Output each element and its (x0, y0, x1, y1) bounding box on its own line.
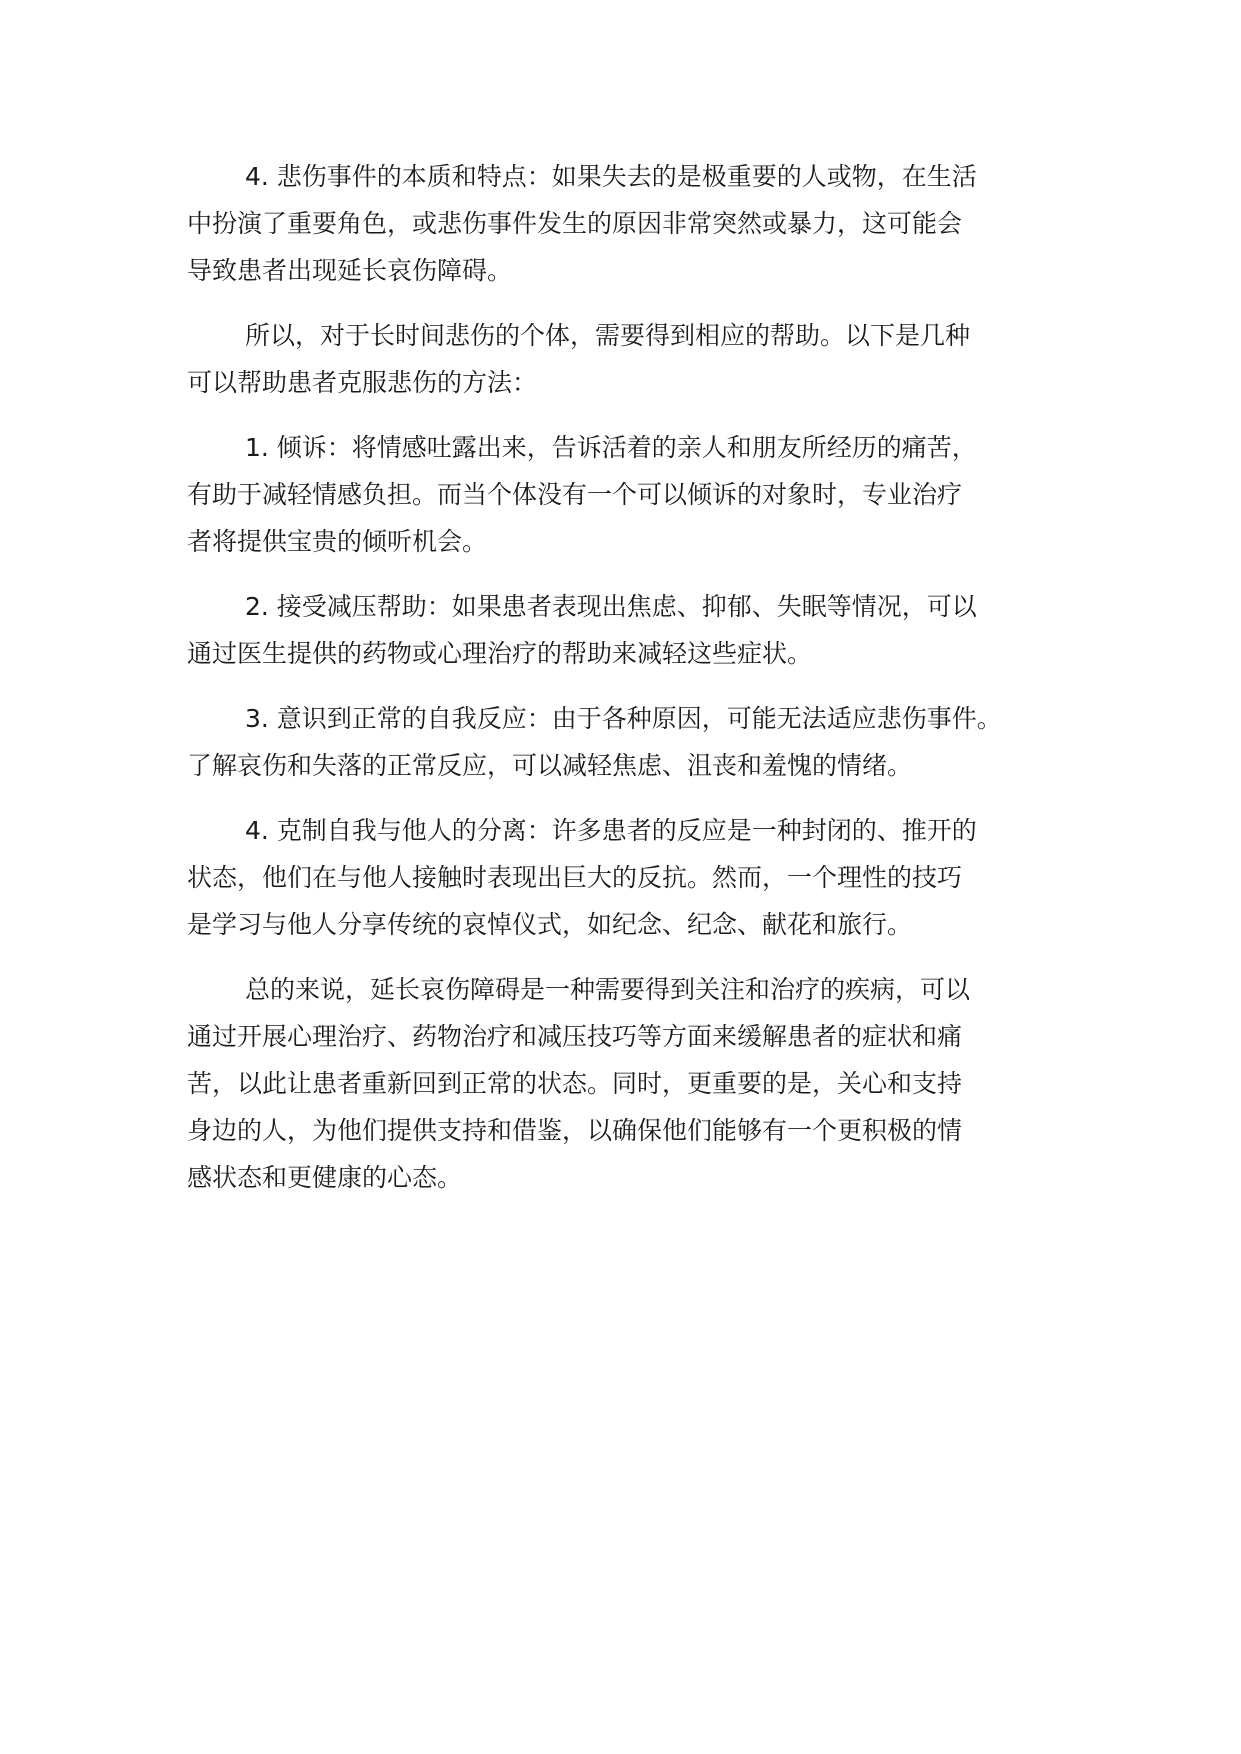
text-line: 者将提供宝贵的倾听机会。 (187, 527, 488, 556)
paragraph-separation (187, 807, 1067, 948)
text-line: 了解哀伤和失落的正常反应，可以减轻焦虑、沮丧和羞愧的情绪。 (187, 751, 913, 780)
text-line: 通过开展心理治疗、药物治疗和减压技巧等方面来缓解患者的症状和痛 (187, 1022, 963, 1051)
paragraph-conclusion (187, 966, 1067, 1201)
text-line: 4. 悲伤事件的本质和特点：如果失去的是极重要的人或物，在生活 (245, 162, 977, 191)
text-line: 总的来说，延长哀伤障碍是一种需要得到关注和治疗的疾病，可以 (245, 975, 971, 1004)
text-line: 1. 倾诉：将情感吐露出来，告诉活着的亲人和朋友所经历的痛苦， (245, 433, 977, 462)
text-line: 是学习与他人分享传统的哀悼仪式，如纪念、纪念、献花和旅行。 (187, 910, 913, 939)
document-body (187, 153, 1067, 1219)
text-line: 状态，他们在与他人接触时表现出巨大的反抗。然而，一个理性的技巧 (187, 863, 963, 892)
text-line: 通过医生提供的药物或心理治疗的帮助来减轻这些症状。 (187, 639, 813, 668)
text-line: 4. 克制自我与他人的分离：许多患者的反应是一种封闭的、推开的 (245, 816, 977, 845)
paragraph-loss-nature (187, 153, 1067, 294)
paragraph-help-intro (187, 312, 1067, 406)
text-line: 中扮演了重要角色，或悲伤事件发生的原因非常突然或暴力，这可能会 (187, 209, 963, 238)
text-line: 身边的人，为他们提供支持和借鉴，以确保他们能够有一个更积极的情 (187, 1116, 963, 1145)
text-line: 所以，对于长时间悲伤的个体，需要得到相应的帮助。以下是几种 (245, 321, 971, 350)
text-line: 感状态和更健康的心态。 (187, 1163, 463, 1192)
text-line: 可以帮助患者克服悲伤的方法： (187, 368, 538, 397)
text-line: 有助于减轻情感负担。而当个体没有一个可以倾诉的对象时，专业治疗 (187, 480, 963, 509)
paragraph-normal-reaction (187, 695, 1067, 789)
paragraph-stress-relief (187, 583, 1067, 677)
text-line: 苦，以此让患者重新回到正常的状态。同时，更重要的是，关心和支持 (187, 1069, 963, 1098)
text-line: 3. 意识到正常的自我反应：由于各种原因，可能无法适应悲伤事件。 (245, 704, 1002, 733)
text-line: 导致患者出现延长哀伤障碍。 (187, 256, 513, 285)
paragraph-confide (187, 424, 1067, 565)
text-line: 2. 接受减压帮助：如果患者表现出焦虑、抑郁、失眠等情况，可以 (245, 592, 977, 621)
